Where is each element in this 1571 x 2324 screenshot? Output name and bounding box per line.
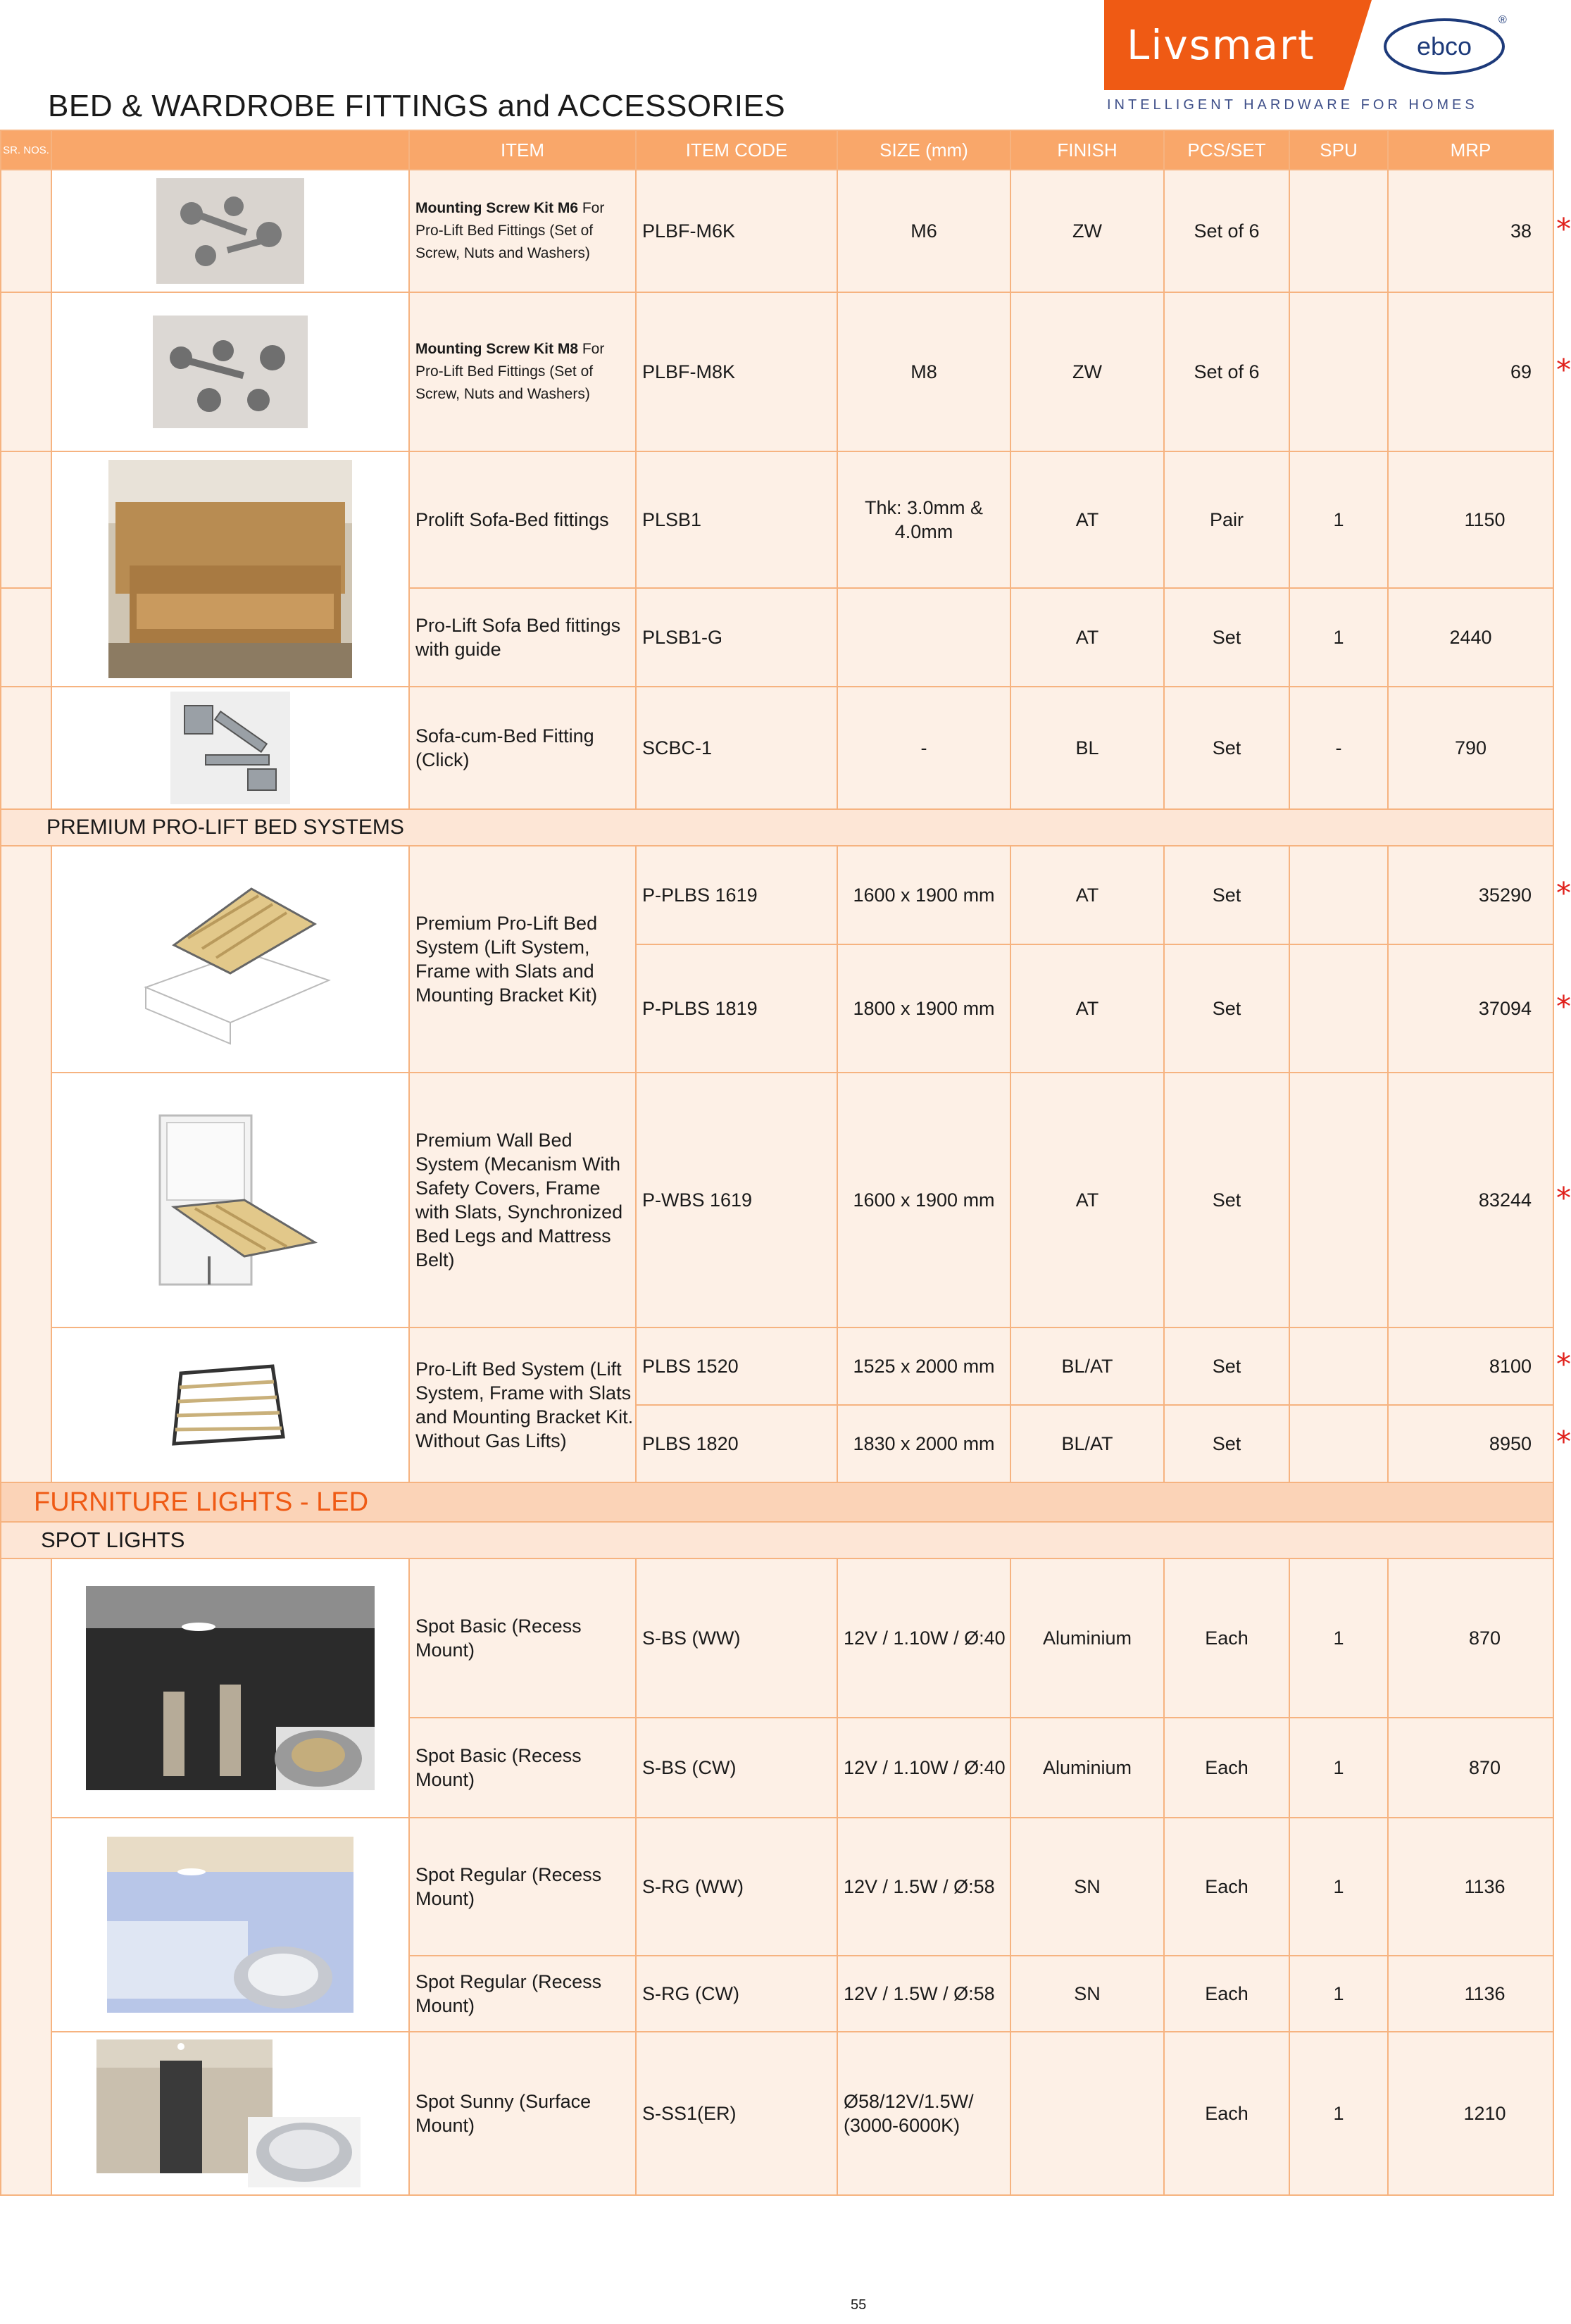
code-cell: PLSB1-G [636,588,837,687]
item-cell: Premium Pro-Lift Bed System (Lift System, Frame with Slats and Mounting Bracket Kit) [409,846,636,1073]
code-cell: S-RG (WW) [636,1818,837,1956]
size-cell: 12V / 1.10W / Ø:40 [837,1718,1010,1818]
table-row [1,1073,1553,1327]
ebco-logo-icon [1380,14,1508,79]
star-mark: * [1556,211,1571,246]
header-sr: SR. NOS. [1,130,51,170]
header-item: ITEM [409,130,636,170]
section-lights-title: FURNITURE LIGHTS - LED [1,1482,1553,1522]
mrp-value: 35290 [1478,885,1532,906]
table-row [1,846,1553,944]
table-row [1,2032,1553,2195]
table-row [1,1818,1553,1956]
page-title: BED & WARDROBE FITTINGS and ACCESSORIES [48,89,786,123]
size-cell: 1525 x 2000 mm [837,1327,1010,1405]
section-row [1,1482,1553,1522]
item-cell: Prolift Sofa-Bed fittings [409,451,636,588]
code-cell: SCBC-1 [636,687,837,809]
table-row [1,1327,1553,1405]
pcs-cell: Each [1164,1818,1289,1956]
sofa-fitting-image [51,687,409,809]
mrp-cell [1388,944,1571,1073]
spu-cell: 1 [1289,1558,1388,1718]
size-cell: 1600 x 1900 mm [837,1073,1010,1327]
spu-cell [1289,846,1388,944]
finish-cell: ZW [1010,170,1164,292]
code-cell: P-PLBS 1819 [636,944,837,1073]
size-cell: 1600 x 1900 mm [837,846,1010,944]
size-cell: Thk: 3.0mm & 4.0mm [837,451,1010,588]
finish-cell: ZW [1010,292,1164,451]
wall-bed-icon [139,1108,322,1292]
mrp-cell [1388,1073,1571,1327]
pcs-cell: Each [1164,1718,1289,1818]
spu-cell [1289,1327,1388,1405]
star-mark: * [1556,875,1571,911]
livsmart-logo: Livsmart [1127,21,1315,69]
finish-cell: AT [1010,846,1164,944]
mrp-cell: 1210 [1388,2032,1553,2195]
item-cell [409,292,636,451]
header-image [51,130,409,170]
code-cell: P-PLBS 1619 [636,846,837,944]
mrp-value: 38 [1510,220,1532,242]
item-cell: Premium Wall Bed System (Mecanism With Safety Covers, Frame with Slats, Synchronized Bed Legs and Mattress Belt) [409,1073,636,1327]
header-finish: FINISH [1010,130,1164,170]
code-cell: PLBS 1520 [636,1327,837,1405]
star-mark: * [1556,1180,1571,1216]
sr-cell [1,1558,51,2195]
mrp-cell: 1150 [1388,451,1553,588]
finish-cell: BL [1010,687,1164,809]
mrp-cell [1388,292,1571,451]
spu-cell: 1 [1289,1818,1388,1956]
page-number: 55 [851,2297,867,2313]
mrp-cell [1388,1327,1571,1405]
size-cell: M8 [837,292,1010,451]
spu-cell [1289,292,1388,451]
table-row [1,687,1553,809]
logo-slash [1344,0,1372,90]
sofa-bed-image [51,451,409,687]
pcs-cell: Set [1164,1327,1289,1405]
spu-cell: 1 [1289,1718,1388,1818]
item-bold: Mounting Screw Kit M6 [415,200,578,216]
mrp-cell: 1136 [1388,1956,1553,2032]
spot-light-icon [96,2039,364,2187]
screw-kit-icon [153,316,308,428]
bed-frame-image [51,1327,409,1482]
sr-cell [1,588,51,687]
item-rest: For Pro-Lift Bed Fittings (Set of Screw, Nuts and Washers) [415,341,605,402]
mrp-value: 8950 [1489,1433,1532,1454]
screw-kit-image [51,170,409,292]
sr-cell [1,292,51,451]
mrp-cell: 1136 [1388,1818,1553,1956]
price-table [0,130,1571,2196]
pcs-cell: Pair [1164,451,1289,588]
table-row [1,170,1553,292]
table-row [1,451,1553,588]
code-cell: S-BS (WW) [636,1558,837,1718]
mrp-value: 8100 [1489,1356,1532,1377]
mrp-cell [1388,846,1571,944]
size-cell [837,588,1010,687]
spot-light-icon [107,1837,353,2013]
spu-cell: 1 [1289,451,1388,588]
item-cell: Spot Basic (Recess Mount) [409,1558,636,1718]
mrp-cell: 790 [1388,687,1553,809]
item-bold: Mounting Screw Kit M8 [415,341,578,357]
screw-kit-image [51,292,409,451]
mrp-cell [1388,1405,1571,1482]
pcs-cell: Set [1164,944,1289,1073]
table-header-row [1,130,1553,170]
item-cell [409,170,636,292]
finish-cell: Aluminium [1010,1718,1164,1818]
finish-cell: AT [1010,451,1164,588]
header-code: ITEM CODE [636,130,837,170]
spu-cell: - [1289,687,1388,809]
pcs-cell: Set [1164,588,1289,687]
star-mark: * [1556,989,1571,1024]
size-cell: M6 [837,170,1010,292]
code-cell: S-BS (CW) [636,1718,837,1818]
header-mrp: MRP [1388,130,1553,170]
finish-cell: BL/AT [1010,1405,1164,1482]
item-cell: Pro-Lift Sofa Bed fittings with guide [409,588,636,687]
finish-cell: AT [1010,588,1164,687]
spu-cell: 1 [1289,2032,1388,2195]
registered-mark: ® [1498,14,1507,26]
screw-kit-icon [156,178,304,284]
finish-cell [1010,2032,1164,2195]
mrp-value: 37094 [1478,998,1532,1019]
table-row [1,1558,1553,1718]
lift-bed-icon [125,875,336,1044]
code-cell: PLBF-M6K [636,170,837,292]
finish-cell: AT [1010,944,1164,1073]
code-cell: PLBF-M8K [636,292,837,451]
section-row [1,1522,1553,1558]
spu-cell: 1 [1289,1956,1388,2032]
pcs-cell: Each [1164,1956,1289,2032]
pcs-cell: Each [1164,1558,1289,1718]
item-cell: Spot Sunny (Surface Mount) [409,2032,636,2195]
spot-regular-image [51,1818,409,2032]
item-cell: Spot Basic (Recess Mount) [409,1718,636,1818]
sofa-bed-icon [108,460,352,678]
size-cell: 1800 x 1900 mm [837,944,1010,1073]
table-row [1,292,1553,451]
star-mark: * [1556,1347,1571,1382]
size-cell: 12V / 1.5W / Ø:58 [837,1818,1010,1956]
mrp-value: 83244 [1478,1189,1532,1211]
spu-cell: 1 [1289,588,1388,687]
pcs-cell: Set of 6 [1164,170,1289,292]
mrp-cell: 870 [1388,1558,1553,1718]
pcs-cell: Each [1164,2032,1289,2195]
size-cell: 12V / 1.10W / Ø:40 [837,1558,1010,1718]
code-cell: S-RG (CW) [636,1956,837,2032]
code-cell: P-WBS 1619 [636,1073,837,1327]
spot-light-icon [86,1586,375,1790]
mrp-cell: 870 [1388,1718,1553,1818]
finish-cell: BL/AT [1010,1327,1164,1405]
item-rest: For Pro-Lift Bed Fittings (Set of Screw, Nuts and Washers) [415,200,605,261]
item-cell: Spot Regular (Recess Mount) [409,1818,636,1956]
finish-cell: AT [1010,1073,1164,1327]
pcs-cell: Set [1164,1405,1289,1482]
spot-basic-image [51,1558,409,1818]
header-pcs: PCS/SET [1164,130,1289,170]
pro-lift-bed-image [51,846,409,1073]
hinge-fitting-icon [170,692,290,804]
bed-frame-icon [167,1359,294,1451]
size-cell: 1830 x 2000 mm [837,1405,1010,1482]
star-mark: * [1556,352,1571,387]
finish-cell: Aluminium [1010,1558,1164,1718]
tagline: INTELLIGENT HARDWARE FOR HOMES [1107,97,1478,113]
size-cell: - [837,687,1010,809]
sr-cell [1,170,51,292]
pcs-cell: Set [1164,1073,1289,1327]
finish-cell: SN [1010,1818,1164,1956]
header-spu: SPU [1289,130,1388,170]
mrp-cell [1388,170,1571,292]
star-mark: * [1556,1424,1571,1459]
section-spot-title: SPOT LIGHTS [1,1522,1553,1558]
spu-cell [1289,944,1388,1073]
mrp-value: 69 [1510,361,1532,382]
item-cell: Spot Regular (Recess Mount) [409,1956,636,2032]
spot-sunny-image [51,2032,409,2195]
section-row [1,809,1553,846]
spu-cell [1289,170,1388,292]
section-premium-title: PREMIUM PRO-LIFT BED SYSTEMS [1,809,1553,846]
pcs-cell: Set of 6 [1164,292,1289,451]
finish-cell: SN [1010,1956,1164,2032]
spu-cell [1289,1405,1388,1482]
pcs-cell: Set [1164,846,1289,944]
wall-bed-image [51,1073,409,1327]
pcs-cell: Set [1164,687,1289,809]
code-cell: S-SS1(ER) [636,2032,837,2195]
item-cell: Sofa-cum-Bed Fitting (Click) [409,687,636,809]
mrp-cell: 2440 [1388,588,1553,687]
sr-cell [1,687,51,809]
ebco-logo-text: ebco [1416,32,1472,61]
code-cell: PLSB1 [636,451,837,588]
sr-cell [1,451,51,588]
spu-cell [1289,1073,1388,1327]
item-cell: Pro-Lift Bed System (Lift System, Frame with Slats and Mounting Bracket Kit. Without Gas Lifts) [409,1327,636,1482]
size-cell: Ø58/12V/1.5W/ (3000-6000K) [837,2032,1010,2195]
header-size: SIZE (mm) [837,130,1010,170]
size-cell: 12V / 1.5W / Ø:58 [837,1956,1010,2032]
code-cell: PLBS 1820 [636,1405,837,1482]
sr-cell [1,846,51,1482]
